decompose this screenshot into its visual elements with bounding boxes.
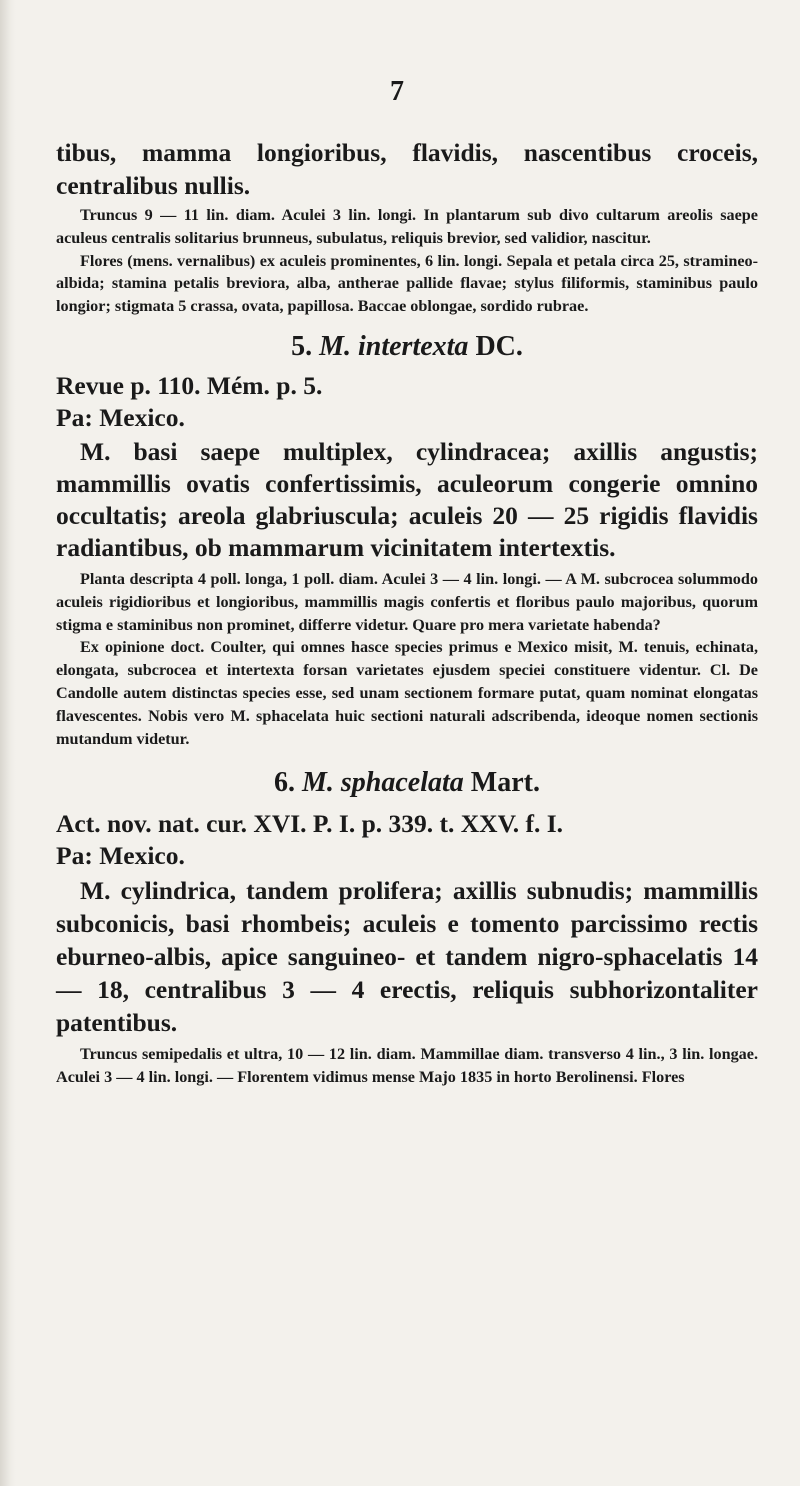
paragraph-flores: Flores (mens. vernalibus) ex aculeis prominentes, 6 lin. longi. Sepala et petala circa 25, stramineo-albida; stamina petalis breviora, alba, antherae pallide flavae; stylus filiformis, staminibus paulo longior; stigmata 5 crassa, ovata, papillosa. Baccae oblongae, sordido rubrae. xyxy=(56,251,758,316)
reference-line: Revue p. 110. Mém. p. 5. xyxy=(56,370,323,400)
patria-line-2: Pa: Mexico. xyxy=(56,841,185,871)
paragraph-continuation: tibus, mamma longioribus, flavidis, nascentibus croceis, centralibus nullis. xyxy=(56,138,758,200)
page-body xyxy=(56,136,758,1089)
paragraph-coulter: Ex opinione doct. Coulter, qui omnes hasce species primus e Mexico misit, M. tenuis, echinata, elongata, subcrocea et intertexta forsan varietates ejusdem speciei constituere videntur. Cl. De Candolle autem distinctas species esse, sed unam sectionem formare putat, quam nominat elongatas flavescentes. Nobis vero M. sphacelata huic sectioni naturali adscribenda, ideoque nomen sectionis mutandum videtur. xyxy=(56,638,758,748)
paragraph-truncus: Truncus 9 — 11 lin. diam. Aculei 3 lin. longi. In plantarum sub divo cultarum areolis saepe aculeus centralis solitarius brunneus, subulatus, reliquis brevior, sed validior, nascitur. xyxy=(56,206,758,247)
species-heading-text: 6. M. sphacelata Mart. xyxy=(274,767,540,799)
patria-line: Pa: Mexico. xyxy=(56,402,185,432)
page-number: 7 xyxy=(390,76,404,107)
diagnosis-sphacelata: M. cylindrica, tandem prolifera; axillis subnudis; mammillis subconicis, basi rhombeis; aculeis e tomento parcissimo rectis eburneo-albis, apice sanguineo- et tandem nigro-sphacelatis 14 — 18, centralibus 3 — 4 erectis, reliquis subhorizontaliter patentibus. xyxy=(56,876,758,1038)
page-edge-shadow xyxy=(0,0,16,1486)
paragraph-planta-descripta: Planta descripta 4 poll. longa, 1 poll. diam. Aculei 3 — 4 lin. longi. — A M. subcrocea solummodo aculeis rigidioribus et longioribus, mammillis magis confertis et floribus paulo majoribus, quorum stigma e staminibus non prominet, differre videtur. Quare pro mera varietate habenda? xyxy=(56,569,758,634)
paragraph-truncus-2: Truncus semipedalis et ultra, 10 — 12 lin. diam. Mammillae diam. transverso 4 lin., 3 lin. longae. Aculei 3 — 4 lin. longi. — Florentem vidimus mense Majo 1835 in horto Berolinensi. Flores xyxy=(56,1045,758,1087)
diagnosis-intertexta: M. basi saepe multiplex, cylindracea; axillis angustis; mammillis ovatis confertissimis, aculeorum congerie omnino occultatis; areola glabriuscula; aculeis 20 — 25 rigidis flavidis radiantibus, ob mammarum vicinitatem intertextis. xyxy=(56,436,758,562)
species-heading-sphacelata xyxy=(56,766,758,800)
reference-line-2: Act. nov. nat. cur. XVI. P. I. p. 339. t. XXV. f. I. xyxy=(56,809,563,839)
species-heading-intertexta xyxy=(56,330,758,364)
species-heading-text: 5. M. intertexta DC. xyxy=(291,330,523,362)
